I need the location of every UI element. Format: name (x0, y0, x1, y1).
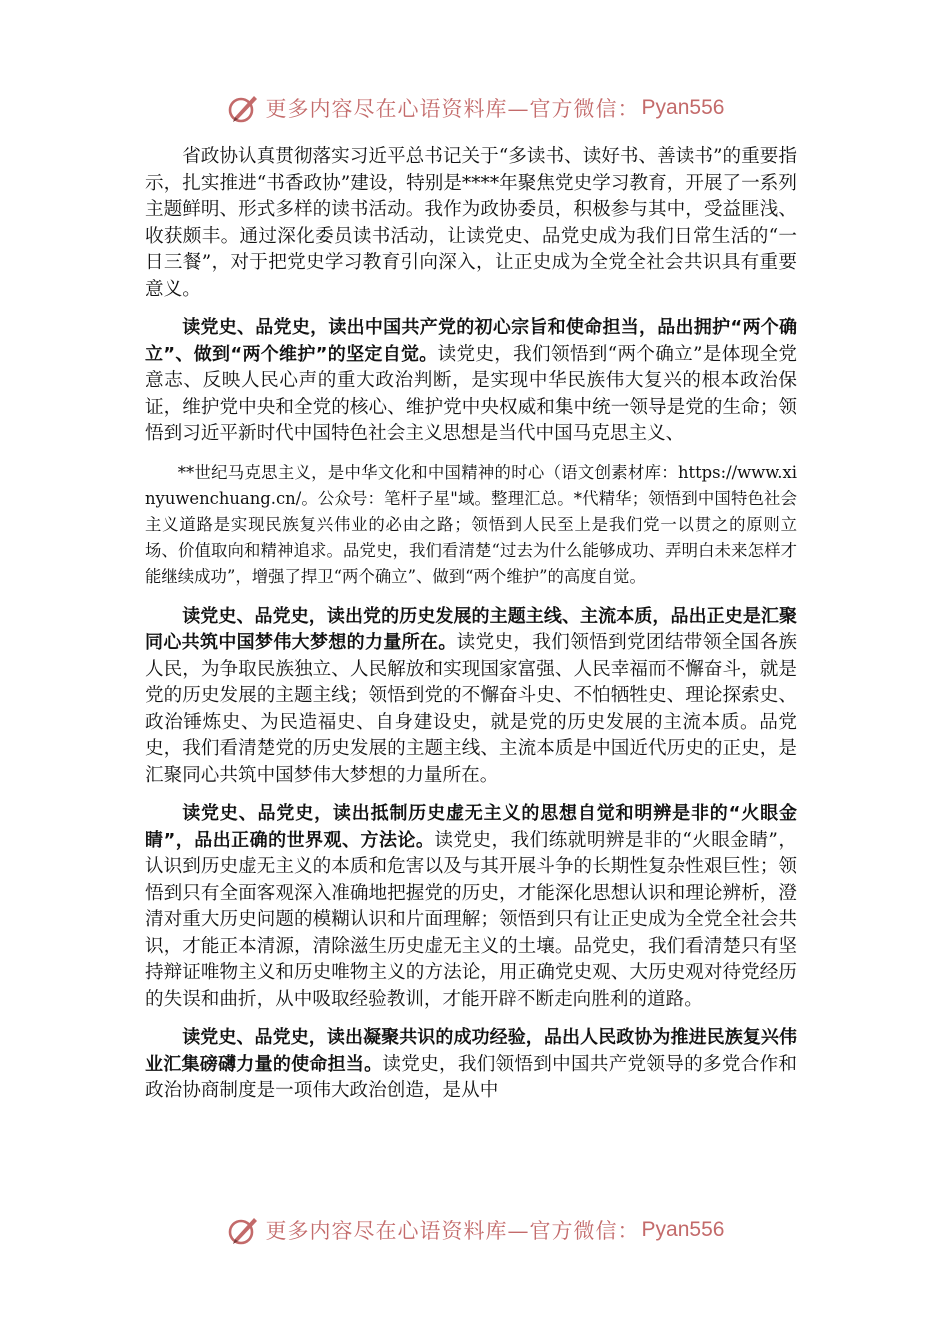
section-paragraph (145, 801, 797, 1013)
paragraph-lead: 读党史、品党史，读出党的历史发展的主题主线、主流本质，品出正史是汇聚同心共筑中国梦伟大梦想的力量所在。 (145, 605, 797, 653)
paragraph-lead: 读党史、品党史，读出抵制历史虚无主义的思想自觉和明辨是非的“火眼金睛”，品出正确的世界观、方法论。 (145, 803, 797, 851)
footer-banner (0, 1210, 950, 1250)
section-paragraph (145, 604, 797, 790)
quill-pen-logo-icon (226, 91, 260, 125)
paragraph-body: 读党史，我们领悟到中国共产党领导的多党合作和政治协商制度是一项伟大政治创造，是从中 (145, 1053, 797, 1101)
quill-pen-logo-icon (226, 1213, 260, 1247)
banner-text: 更多内容尽在心语资料库—官方微信： (265, 1219, 640, 1243)
paragraph-body: 省政协认真贯彻落实习近平总书记关于“多读书、读好书、善读书”的重要指示，扎实推进“书香政协”建设，特别是****年聚焦党史学习教育，开展了一系列主题鲜明、形式多样的读书活动。我作为政协委员，积极参与其中，受益匪浅、收获颇丰。通过深化委员读书活动，让读党史、品党史成为我们日常生活的“一日三餐”，对于把党史学习教育引向深入，让正史成为全党全社会共识具有重要意义。 (145, 146, 797, 300)
banner-wechat-id: Pyan556 (641, 1218, 725, 1241)
banner-text: 更多内容尽在心语资料库—官方微信： (265, 97, 640, 121)
paragraph-body: 读党史，我们练就明辨是非的“火眼金睛”，认识到历史虚无主义的本质和危害以及与其开展斗争的长期性复杂性艰巨性；领悟到只有全面客观深入准确地把握党的历史，才能深化思想认识和理论辨析，澄清对重大历史问题的模糊认识和片面理解；领悟到只有让正史成为全党全社会共识，才能正本清源，清除滋生历史虚无主义的土壤。品党史，我们看清楚只有坚持辩证唯物主义和历史唯物主义的方法论，用正确党史观、大历史观对待党经历的失误和曲折，从中吸取经验教训，才能开辟不断走向胜利的道路。 (145, 829, 797, 1010)
intro-paragraph (145, 144, 797, 303)
banner-wechat-id: Pyan556 (641, 96, 725, 119)
paragraph-body: 读党史，我们领悟到党团结带领全国各族人民，为争取民族独立、人民解放和实现国家富强、人民幸福而不懈奋斗，就是党的历史发展的主题主线；领悟到党的不懈奋斗史、不怕牺牲史、理论探索史、政治锤炼史、为民造福史、自身建设史，就是党的历史发展的主流本质。品党史，我们看清楚党的历史发展的主题主线、主流本质是中国近代历史的正史，是汇聚同心共筑中国梦伟大梦想的力量所在。 (145, 632, 797, 786)
section-paragraph (145, 1025, 797, 1105)
paragraph-body: **世纪马克思主义，是中华文化和中国精神的时心（语文创素材库：https://www.xinyuwenchuang.cn/。公众号：笔杆子星"域。整理汇总。*代精华；领悟到中国特色社会主义道路是实现民族复兴伟业的必由之路；领悟到人民至上是我们党一以贯之的原则立场、价值取向和精神追求。品党史，我们看清楚“过去为什么能够成功、弄明白未来怎样才能继续成功”，增强了捍卫“两个确立”、做到“两个维护”的高度自觉。 (145, 462, 797, 586)
paragraph-lead: 读党史、品党史，读出凝聚共识的成功经验，品出人民政协为推进民族复兴伟业汇集磅礴力量的使命担当。 (145, 1027, 797, 1075)
paragraph-lead: 读党史、品党史，读出中国共产党的初心宗旨和使命担当，品出拥护“两个确立”、做到“两个维护”的坚定自觉。 (145, 317, 797, 365)
document-body (145, 144, 797, 1117)
paragraph-body: 读党史，我们领悟到“两个确立”是体现全党意志、反映人民心声的重大政治判断，是实现中华民族伟大复兴的根本政治保证，维护党中央和全党的核心、维护党中央权威和集中统一领导是党的生命；领悟到习近平新时代中国特色社会主义思想是当代中国马克思主义、 (145, 343, 797, 444)
header-banner (0, 88, 950, 128)
continuation-paragraph (145, 460, 797, 590)
section-paragraph (145, 315, 797, 448)
